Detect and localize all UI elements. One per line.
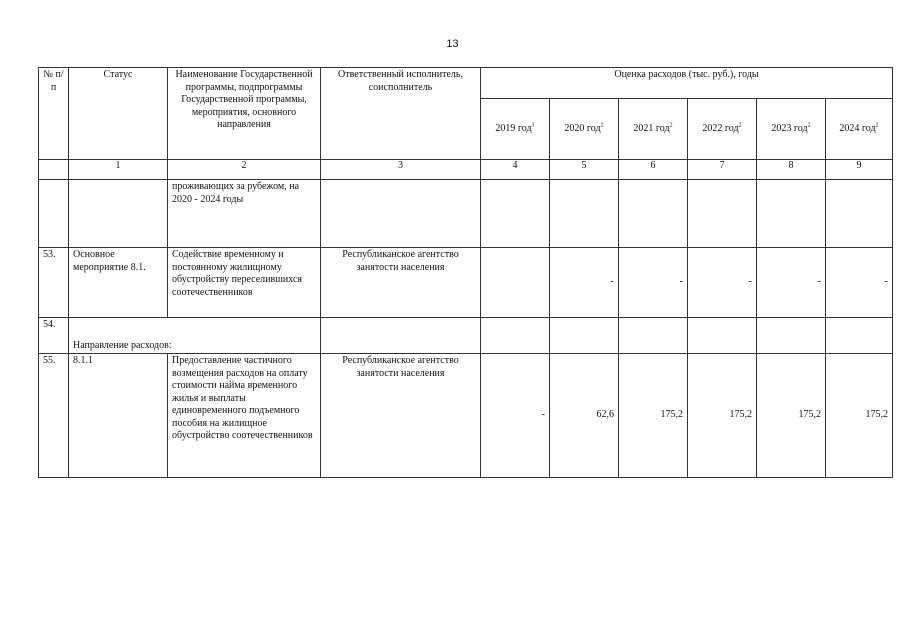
row-executor: [321, 318, 481, 354]
row-value: [481, 180, 550, 248]
index-cell: [39, 160, 69, 180]
row-value: -: [481, 354, 550, 478]
index-cell: 4: [481, 160, 550, 180]
index-cell: 1: [69, 160, 168, 180]
row-name: Содействие временному и постоянному жилищному обустройству переселившихся соотечественников: [168, 248, 321, 318]
year-2023: [757, 99, 826, 160]
row-value: [481, 248, 550, 318]
row-value: -: [550, 248, 619, 318]
row-num: [39, 180, 69, 248]
index-cell: 6: [619, 160, 688, 180]
row-value: [757, 180, 826, 248]
row-value: [826, 180, 893, 248]
row-value: 175,2: [688, 354, 757, 478]
row-value: [550, 180, 619, 248]
table-row: [39, 354, 893, 478]
index-row: [39, 160, 893, 180]
row-executor: [321, 180, 481, 248]
index-cell: 7: [688, 160, 757, 180]
year-label: 2022 год: [702, 122, 739, 134]
row-value: [550, 318, 619, 354]
year-2020: [550, 99, 619, 160]
index-cell: 5: [550, 160, 619, 180]
year-footnote: 2: [669, 122, 673, 129]
row-value: [481, 318, 550, 354]
header-num: № п/п: [39, 68, 69, 160]
header-status: Статус: [69, 68, 168, 160]
row-text: Направление расходов:: [69, 318, 321, 354]
year-label: 2023 год: [771, 122, 808, 134]
budget-table: [38, 67, 893, 478]
index-cell: 8: [757, 160, 826, 180]
row-num: 53.: [39, 248, 69, 318]
year-2019: [481, 99, 550, 160]
year-label: 2020 год: [564, 122, 601, 134]
header-executor: Ответственный исполнитель, соисполнитель: [321, 68, 481, 160]
index-cell: 2: [168, 160, 321, 180]
year-label: 2021 год: [633, 122, 670, 134]
row-value: [619, 318, 688, 354]
row-status: [69, 180, 168, 248]
index-cell: 9: [826, 160, 893, 180]
header-name: Наименование Государственной программы, подпрограммы Государственной программы, мероприятия, основного направления: [168, 68, 321, 160]
row-value: [688, 318, 757, 354]
row-status: 8.1.1: [69, 354, 168, 478]
row-value: -: [757, 248, 826, 318]
year-footnote: 2: [600, 122, 604, 129]
year-label: 2019 год: [495, 122, 532, 134]
year-footnote: 2: [807, 122, 811, 129]
row-executor: Республиканское агентство занятости населения: [321, 354, 481, 478]
index-cell: 3: [321, 160, 481, 180]
header-cost: Оценка расходов (тыс. руб.), годы: [481, 68, 893, 99]
row-value: [619, 180, 688, 248]
year-label: 2024 год: [839, 122, 876, 134]
row-value: [688, 180, 757, 248]
row-value: -: [619, 248, 688, 318]
row-value: [826, 318, 893, 354]
row-value: -: [826, 248, 893, 318]
row-value: 62,6: [550, 354, 619, 478]
year-footnote: 2: [738, 122, 742, 129]
year-2021: [619, 99, 688, 160]
row-value: -: [688, 248, 757, 318]
table-row: [39, 318, 893, 354]
row-status: Основное мероприятие 8.1.: [69, 248, 168, 318]
row-num: 55.: [39, 354, 69, 478]
row-name: Предоставление частичного возмещения расходов на оплату стоимости найма временного жилья и выплаты единовременного подъемного пособия на жилищное обустройство соотечественников: [168, 354, 321, 478]
table-row: [39, 248, 893, 318]
header-row: [39, 68, 893, 99]
year-2024: [826, 99, 893, 160]
row-value: 175,2: [757, 354, 826, 478]
page-number: 13: [446, 38, 459, 50]
row-value: 175,2: [619, 354, 688, 478]
row-num: 54.: [39, 318, 69, 354]
year-footnote: 1: [531, 122, 535, 129]
row-value: [757, 318, 826, 354]
row-executor: Республиканское агентство занятости населения: [321, 248, 481, 318]
table-row: [39, 180, 893, 248]
row-value: 175,2: [826, 354, 893, 478]
year-2022: [688, 99, 757, 160]
row-name: проживающих за рубежом, на 2020 - 2024 годы: [168, 180, 321, 248]
year-footnote: 2: [875, 122, 879, 129]
